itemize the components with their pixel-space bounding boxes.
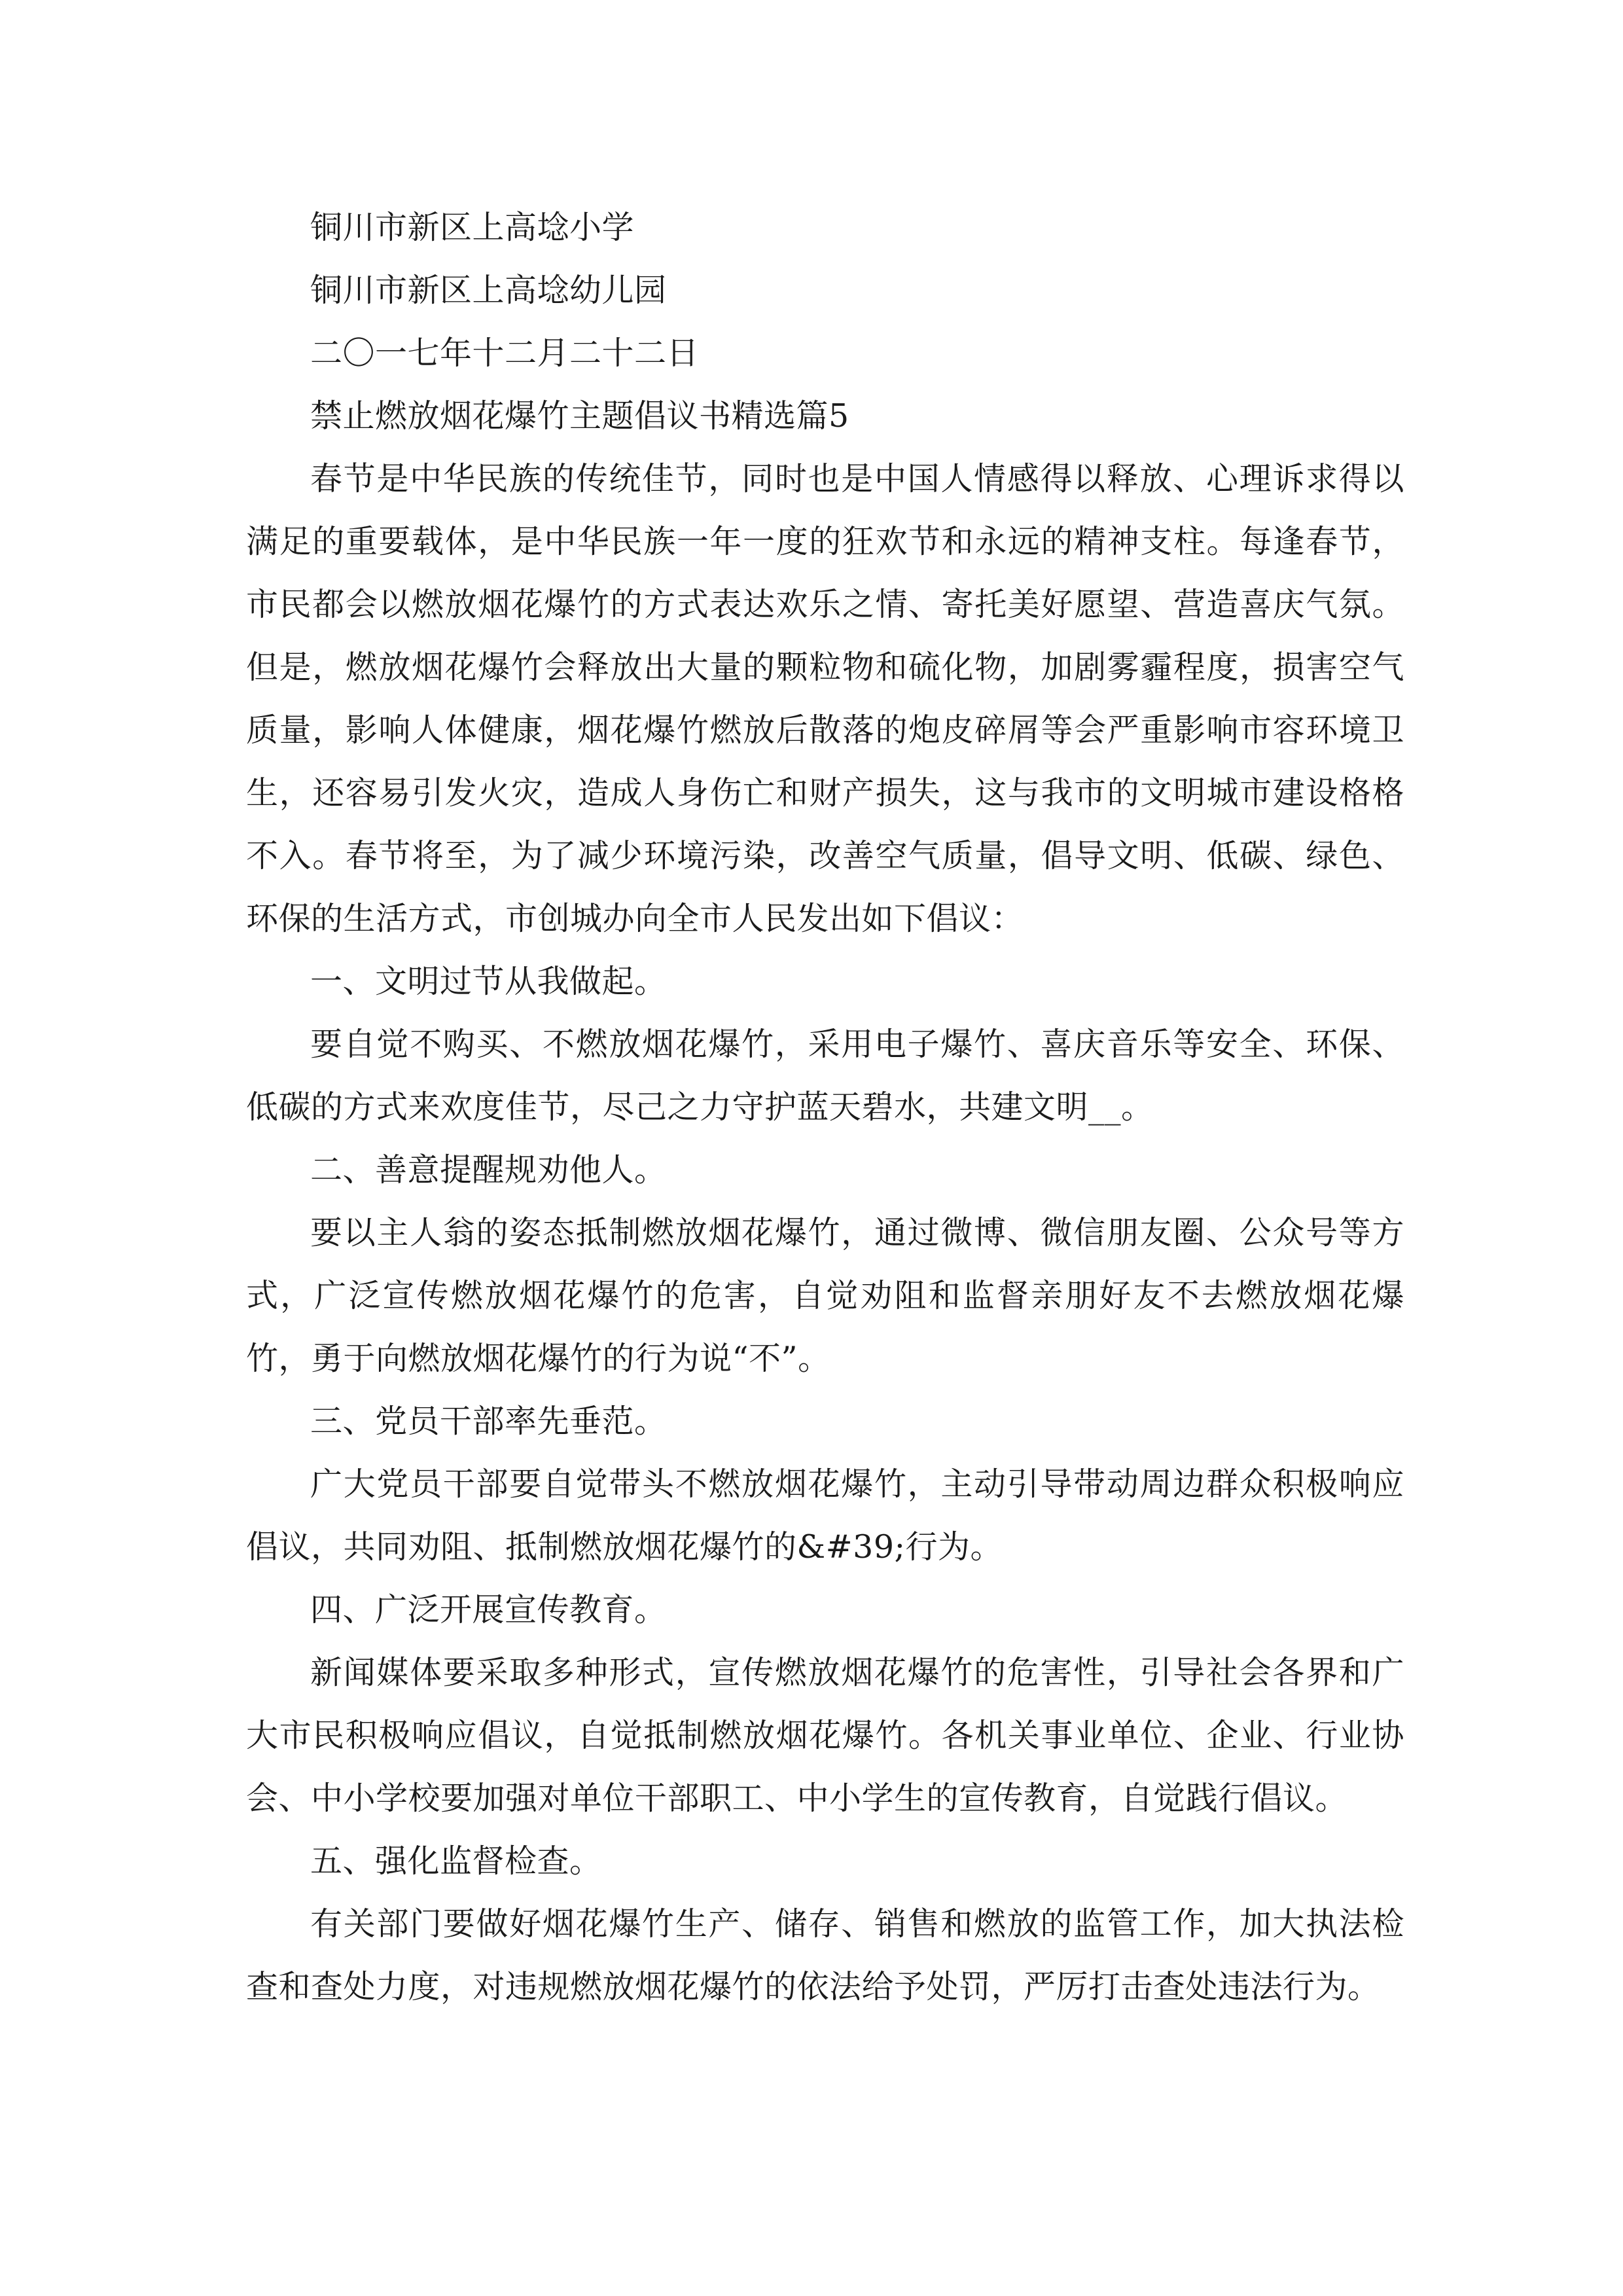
item-body-3: 广大党员干部要自觉带头不燃放烟花爆竹，主动引导带动周边群众积极响应倡议，共同劝阻、抵制燃放烟花爆竹的&#39;行为。 (246, 1465, 1404, 1566)
item-heading-1: 一、文明过节从我做起。 (310, 963, 667, 1000)
item-body-5: 有关部门要做好烟花爆竹生产、储存、销售和燃放的监管工作，加大执法检查和查处力度，对违规燃放烟花爆竹的依法给予处罚，严厉打击查处违法行为。 (246, 1905, 1404, 2005)
signature-school: 铜川市新区上高埝小学 (310, 209, 635, 246)
item-body-4: 新闻媒体要采取多种形式，宣传燃放烟花爆竹的危害性，引导社会各界和广大市民积极响应倡议，自觉抵制燃放烟花爆竹。各机关事业单位、企业、行业协会、中小学校要加强对单位干部职工、中小学生的宣传教育，自觉践行倡议。 (246, 1654, 1404, 1817)
signature-date: 二〇一七年十二月二十二日 (310, 334, 700, 372)
item-body-2: 要以主人翁的姿态抵制燃放烟花爆竹，通过微博、微信朋友圈、公众号等方式，广泛宣传燃放烟花爆竹的危害，自觉劝阻和监督亲朋好友不去燃放烟花爆竹，勇于向燃放烟花爆竹的行为说“不”。 (246, 1214, 1404, 1377)
item-heading-3: 三、党员干部率先垂范。 (310, 1403, 667, 1440)
item-heading-2: 二、善意提醒规劝他人。 (310, 1151, 667, 1189)
section-title: 禁止燃放烟花爆竹主题倡议书精选篇5 (310, 397, 849, 435)
intro-paragraph: 春节是中华民族的传统佳节，同时也是中国人情感得以释放、心理诉求得以满足的重要载体，是中华民族一年一度的狂欢节和永远的精神支柱。每逢春节，市民都会以燃放烟花爆竹的方式表达欢乐之情、寄托美好愿望、营造喜庆气氛。但是，燃放烟花爆竹会释放出大量的颗粒物和硫化物，加剧雾霾程度，损害空气质量，影响人体健康，烟花爆竹燃放后散落的炮皮碎屑等会严重影响市容环境卫生，还容易引发火灾，造成人身伤亡和财产损失，这与我市的文明城市建设格格不入。春节将至，为了减少环境污染，改善空气质量，倡导文明、低碳、绿色、环保的生活方式，市创城办向全市人民发出如下倡议： (246, 460, 1404, 937)
document-body (246, 196, 1404, 2018)
item-body-1: 要自觉不购买、不燃放烟花爆竹，采用电子爆竹、喜庆音乐等安全、环保、低碳的方式来欢度佳节，尽己之力守护蓝天碧水，共建文明__。 (246, 1026, 1404, 1126)
item-heading-4: 四、广泛开展宣传教育。 (310, 1591, 667, 1628)
item-heading-5: 五、强化监督检查。 (310, 1842, 602, 1880)
signature-kindergarten: 铜川市新区上高埝幼儿园 (310, 272, 667, 309)
